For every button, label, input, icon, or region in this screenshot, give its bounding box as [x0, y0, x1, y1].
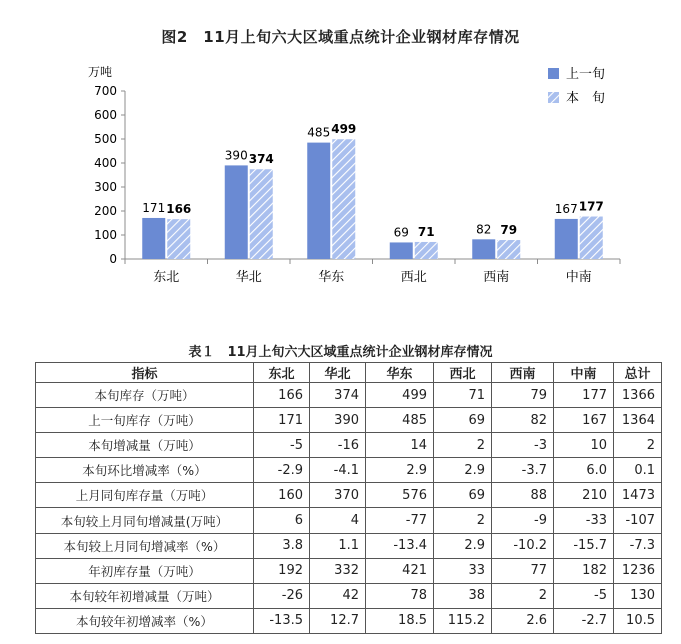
y-tick-label: 500: [94, 132, 117, 146]
y-tick-label: 600: [94, 108, 117, 122]
table-cell: 171: [254, 408, 310, 433]
y-tick-label: 200: [94, 204, 117, 218]
table-cell: 79: [492, 383, 554, 408]
bar-prev-period: [555, 219, 578, 259]
legend-label-current: 本 旬: [566, 91, 606, 106]
table-cell: 1236: [614, 558, 662, 583]
table-cell: 166: [254, 383, 310, 408]
table-cell: 78: [366, 583, 434, 608]
header-north: 华北: [310, 363, 366, 383]
legend-swatch-current: [548, 92, 559, 103]
table-cell: 1366: [614, 383, 662, 408]
table-cell: 77: [492, 558, 554, 583]
table-cell: 2: [434, 508, 492, 533]
x-category-label: 中南: [565, 270, 592, 285]
bar-value-label: 374: [248, 152, 274, 167]
table-cell: 69: [434, 408, 492, 433]
table-row: [36, 533, 662, 558]
table-cell: 177: [554, 383, 614, 408]
legend-swatch-prev: [548, 68, 559, 79]
row-label: 上月同旬库存量（万吨）: [36, 483, 254, 508]
table-cell: 374: [310, 383, 366, 408]
row-label: 本旬较年初增减量（万吨）: [36, 583, 254, 608]
y-axis-unit-label: 万吨: [88, 65, 113, 79]
bar-value-label: 499: [331, 122, 357, 137]
bar-value-label: 69: [393, 225, 409, 240]
table-cell: 485: [366, 408, 434, 433]
header-northwest: 西北: [434, 363, 492, 383]
table-cell: 167: [554, 408, 614, 433]
table-cell: 10.5: [614, 608, 662, 633]
table-cell: -15.7: [554, 533, 614, 558]
table-cell: 3.8: [254, 533, 310, 558]
row-label: 本旬环比增减率（%）: [36, 458, 254, 483]
table-header-row: [36, 363, 662, 383]
table-cell: 71: [434, 383, 492, 408]
bar-prev-period: [225, 165, 248, 259]
table-cell: -3.7: [492, 458, 554, 483]
table-cell: -13.4: [366, 533, 434, 558]
table-row: [36, 508, 662, 533]
bar-current-period: [497, 240, 520, 259]
table-cell: 2.9: [434, 458, 492, 483]
y-tick-label: 0: [109, 252, 117, 266]
table-cell: 12.7: [310, 608, 366, 633]
bar-value-label: 485: [307, 125, 331, 140]
header-indicator: 指标: [36, 363, 254, 383]
table-row: [36, 583, 662, 608]
table-row: [36, 558, 662, 583]
bar-value-label: 177: [578, 199, 604, 214]
table-row: [36, 408, 662, 433]
row-label: 本旬较上月同旬增减率（%）: [36, 533, 254, 558]
table-cell: -33: [554, 508, 614, 533]
table-cell: 210: [554, 483, 614, 508]
table-cell: 1473: [614, 483, 662, 508]
table-cell: -3: [492, 433, 554, 458]
bar-current-period: [580, 217, 603, 259]
table-row: [36, 458, 662, 483]
table-cell: 6: [254, 508, 310, 533]
header-northeast: 东北: [254, 363, 310, 383]
row-label: 上一旬库存（万吨）: [36, 408, 254, 433]
bar-current-period: [415, 242, 438, 259]
table-cell: 42: [310, 583, 366, 608]
table-cell: 2: [492, 583, 554, 608]
table-cell: 576: [366, 483, 434, 508]
table-row: [36, 483, 662, 508]
row-label: 本旬增减量（万吨）: [36, 433, 254, 458]
x-category-label: 华北: [235, 270, 262, 285]
inventory-table: [35, 362, 662, 634]
header-central-south: 中南: [554, 363, 614, 383]
header-southwest: 西南: [492, 363, 554, 383]
table-cell: -13.5: [254, 608, 310, 633]
table-cell: 38: [434, 583, 492, 608]
table-row: [36, 383, 662, 408]
bar-current-period: [250, 169, 273, 259]
table-cell: -5: [254, 433, 310, 458]
table-cell: 2: [434, 433, 492, 458]
bar-value-label: 79: [500, 223, 518, 238]
bar-value-label: 390: [224, 148, 248, 163]
x-category-label: 华东: [318, 270, 345, 285]
table-row: [36, 433, 662, 458]
bar-prev-period: [390, 242, 413, 259]
header-total: 总计: [614, 363, 662, 383]
x-category-label: 西南: [483, 270, 510, 285]
table-cell: 499: [366, 383, 434, 408]
table-cell: 82: [492, 408, 554, 433]
table-cell: -4.1: [310, 458, 366, 483]
table-cell: 1364: [614, 408, 662, 433]
x-category-label: 西北: [400, 270, 427, 285]
table-cell: 130: [614, 583, 662, 608]
table-cell: 18.5: [366, 608, 434, 633]
row-label: 年初库存量（万吨）: [36, 558, 254, 583]
table-cell: 14: [366, 433, 434, 458]
table-row: [36, 608, 662, 633]
table-cell: 10: [554, 433, 614, 458]
table-cell: -5: [554, 583, 614, 608]
table-cell: 332: [310, 558, 366, 583]
table-cell: -7.3: [614, 533, 662, 558]
bar-value-label: 166: [166, 202, 192, 217]
table-cell: 4: [310, 508, 366, 533]
table-cell: 0.1: [614, 458, 662, 483]
bar-value-label: 71: [417, 224, 435, 239]
table-cell: 88: [492, 483, 554, 508]
table-cell: 2: [614, 433, 662, 458]
table-cell: 2.9: [366, 458, 434, 483]
bar-prev-period: [307, 143, 330, 259]
table-cell: -107: [614, 508, 662, 533]
table-cell: 33: [434, 558, 492, 583]
table-cell: 160: [254, 483, 310, 508]
bar-value-label: 171: [142, 200, 166, 215]
y-tick-label: 100: [94, 228, 117, 242]
table-cell: 2.6: [492, 608, 554, 633]
legend-label-prev: 上一旬: [566, 67, 606, 82]
table-cell: 390: [310, 408, 366, 433]
table-cell: 370: [310, 483, 366, 508]
row-label: 本旬库存（万吨）: [36, 383, 254, 408]
bar-current-period: [167, 219, 190, 259]
table-cell: -16: [310, 433, 366, 458]
table-cell: 69: [434, 483, 492, 508]
table-cell: 182: [554, 558, 614, 583]
table-cell: -9: [492, 508, 554, 533]
table-cell: 1.1: [310, 533, 366, 558]
table-cell: -77: [366, 508, 434, 533]
bar-value-label: 167: [554, 201, 578, 216]
table-cell: 115.2: [434, 608, 492, 633]
row-label: 本旬较上月同旬增减量(万吨）: [36, 508, 254, 533]
table-title: 表１ 11月上旬六大区域重点统计企业钢材库存情况: [188, 345, 493, 360]
table-cell: -2.7: [554, 608, 614, 633]
figure-title: 图2 11月上旬六大区域重点统计企业钢材库存情况: [161, 28, 520, 46]
y-tick-label: 700: [94, 84, 117, 98]
row-label: 本旬较年初增减率（%）: [36, 608, 254, 633]
table-cell: 2.9: [434, 533, 492, 558]
header-east: 华东: [366, 363, 434, 383]
table-cell: 421: [366, 558, 434, 583]
bar-prev-period: [472, 239, 495, 259]
bar-prev-period: [142, 218, 165, 259]
y-tick-label: 400: [94, 156, 117, 170]
y-tick-label: 300: [94, 180, 117, 194]
x-category-label: 东北: [153, 270, 180, 285]
table-cell: -10.2: [492, 533, 554, 558]
table-cell: 192: [254, 558, 310, 583]
table-cell: -26: [254, 583, 310, 608]
table-cell: -2.9: [254, 458, 310, 483]
table-cell: 6.0: [554, 458, 614, 483]
bar-value-label: 82: [476, 222, 492, 237]
bar-current-period: [332, 139, 355, 259]
